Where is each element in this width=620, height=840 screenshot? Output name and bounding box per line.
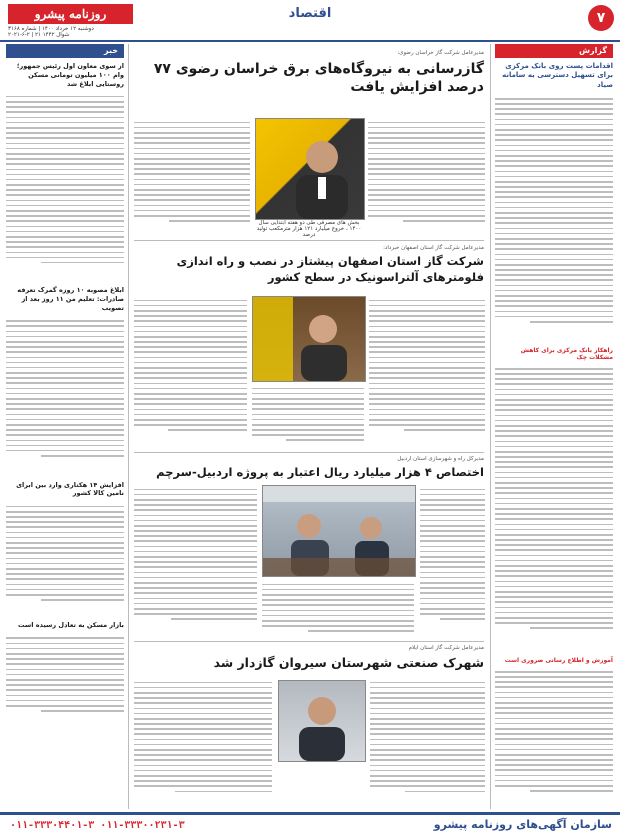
right-column-subhead-2: آموزش و اطلاع رسانی ضروری است: [504, 657, 613, 665]
article4-kicker: مدیرعامل شرکت گاز استان ایلام: [408, 645, 484, 651]
person-icon-2: [253, 297, 365, 381]
page-number: ۷: [588, 5, 614, 31]
person-icon-3: [279, 681, 365, 761]
column-divider-right: [490, 44, 491, 809]
article2-body-middle: [252, 384, 364, 446]
right-column-headline: اقدامات پست روی بانک مرکزی برای تسهیل دسترسی به سامانه صیاد: [502, 62, 613, 89]
right-column-subhead: راهکار بانک مرکزی برای کاهش مشکلات چک: [520, 347, 613, 362]
newspaper-logo: روزنامه پیشرو: [8, 4, 133, 24]
article1-headline: گازرسانی به نیروگاه‌های برق خراسان رضوی ۷۷ درصد افزایش یافت: [153, 61, 484, 96]
report-tag-label: گزارش: [578, 46, 607, 55]
ad-footer-phones: ۰۱۱-۳۳۳۰۴۴۰۱-۳ ۰۱۱-۳۳۳۰۰۲۳۱-۳: [10, 820, 185, 831]
article-divider-3: [134, 641, 484, 642]
article-divider-1: [134, 240, 484, 241]
left-news-headline-3: افزایش ۱۴ هکتاری وارد بین ابرای نامین کالا کشور: [16, 480, 124, 498]
left-news-body-1: [6, 92, 124, 282]
left-column: [6, 44, 124, 724]
right-column-body-3: [495, 667, 613, 807]
left-news-headline-1: از سوی معاون اول رئیس جمهور؛ وام ۱۰۰ میلیون تومانی مسکن روستایی ابلاغ شد: [16, 62, 124, 88]
report-tag: [495, 44, 613, 58]
article3-kicker: مدیرکل راه و شهرسازی استان اردبیل: [397, 456, 484, 462]
left-news-body-3: [6, 502, 124, 617]
article2-kicker: مدیرعامل شرکت گاز استان اصفهان خبرداد:: [383, 245, 484, 251]
right-column-body-2: [495, 364, 613, 654]
page-header: [0, 0, 620, 42]
person-icon: [256, 119, 364, 219]
dateline-text: دوشنبه ۱۲ خرداد ۱۴۰۰ | شماره ۳۱۶۸: [8, 26, 94, 32]
article4-photo: [278, 680, 366, 762]
left-news-body-2: [6, 317, 124, 477]
article3-photo: [262, 485, 416, 577]
left-news-headline-2: ابلاغ مصوبه ۱۰ روزه گمرک تعرفه صادرات: تعلیم من ۱۱ روز بعد از تصویب: [17, 286, 124, 312]
article3-body-middle: [262, 580, 414, 635]
dateline: [8, 26, 158, 38]
right-column-body-1: [495, 94, 613, 344]
article2-body-right: [369, 296, 485, 446]
section-title: اقتصاد: [288, 6, 332, 21]
left-news-headline-4: بازار مسکن به تعادل رسیده است: [18, 621, 124, 630]
article1-caption: بخش های مصرفی طی دو هفته ابتدایی سال ۱۴۰۰ ، خروج میلیارد ۱۲۱ هزار مترمکعب تولید درصد: [256, 220, 362, 238]
ad-footer: [0, 812, 620, 840]
ad-footer-text: سازمان آگهی‌های روزنامه پیشرو: [433, 818, 612, 831]
article2-headline: شرکت گاز استان اصفهان پیشتاز در نصب و راه اندازی فلومترهای آلتراسونیک در سطح کشور: [176, 254, 484, 284]
article1-body-right: [368, 118, 485, 233]
right-column: [495, 44, 613, 807]
news-tag-label: خبر: [103, 46, 118, 55]
article2-photo: [252, 296, 366, 382]
column-divider-left: [128, 44, 129, 809]
article4-headline: شهرک صنعتی شهرستان سیروان گازدار شد: [213, 655, 484, 670]
article3-headline: اختصاص ۴ هزار میلیارد ریال اعتبار به پروژه اردبیل-سرچم: [156, 465, 484, 479]
article1-body-left: [134, 118, 250, 233]
article4-body-right: [370, 678, 485, 806]
left-news-body-4: [6, 634, 124, 724]
dateline-text-2: ۲۰۲۱-۶-۲ | ۲۱ شوال ۱۴۴۲: [8, 32, 70, 38]
article4-body-left: [134, 678, 272, 806]
article1-kicker: مدیرعامل شرکت گاز خراسان رضوی:: [397, 50, 484, 56]
article3-body-right: [420, 485, 485, 635]
article1-photo: [255, 118, 365, 220]
article3-body-left: [134, 485, 257, 635]
meeting-icon: [263, 486, 415, 576]
article-divider-2: [134, 452, 484, 453]
article2-body-left: [134, 296, 247, 446]
news-tag: [6, 44, 124, 58]
